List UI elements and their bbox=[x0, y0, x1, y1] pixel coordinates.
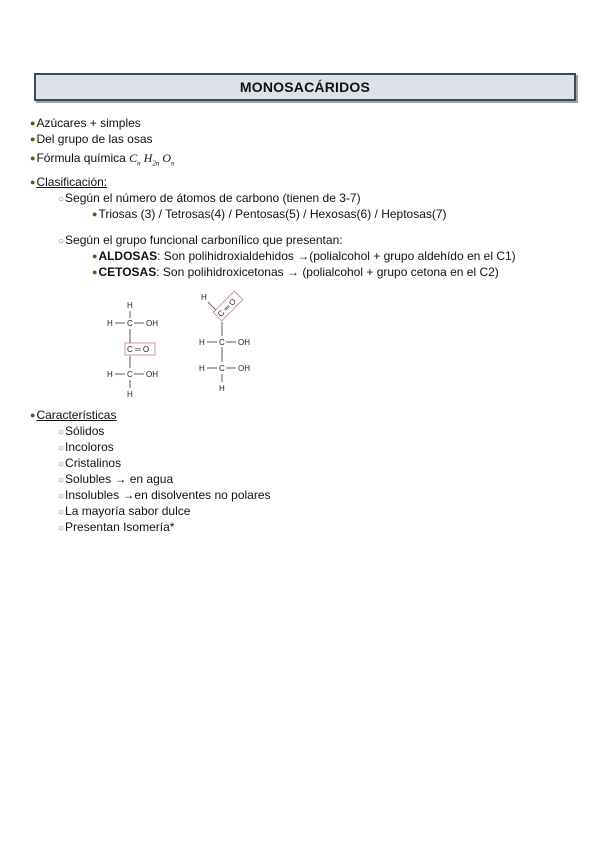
atom-label: H bbox=[201, 293, 207, 302]
bullet-icon: ● bbox=[30, 177, 36, 187]
triosas-list: ●Triosas (3) / Tetrosas(4) / Pentosas(5) / Hexosas(6) / Heptosas(7) bbox=[92, 207, 447, 221]
intro-item: ●Del grupo de las osas bbox=[30, 132, 153, 146]
list-item: ○La mayoría sabor dulce bbox=[58, 504, 191, 518]
circle-bullet-icon: ○ bbox=[58, 427, 65, 438]
circle-bullet-icon: ○ bbox=[58, 523, 65, 534]
circle-bullet-icon: ○ bbox=[58, 443, 65, 454]
atom-label: H bbox=[107, 319, 113, 328]
atom-label: C bbox=[219, 338, 225, 347]
carbonyl-group: C ═ O bbox=[127, 345, 150, 354]
atom-label: H bbox=[219, 384, 225, 393]
circle-bullet-icon: ○ bbox=[58, 194, 65, 205]
bullet-icon: ● bbox=[92, 267, 98, 277]
atom-label: C bbox=[127, 370, 133, 379]
list-item: ○Solubles → en agua bbox=[58, 472, 174, 486]
circle-bullet-icon: ○ bbox=[58, 459, 65, 470]
circle-bullet-icon: ○ bbox=[58, 507, 65, 518]
page-title: MONOSACÁRIDOS bbox=[34, 73, 576, 101]
list-item: ○Insolubles →en disolventes no polares bbox=[58, 488, 271, 502]
atom-label: OH bbox=[146, 370, 158, 379]
list-item: ○Cristalinos bbox=[58, 456, 122, 470]
atom-label: OH bbox=[238, 338, 250, 347]
chemical-formula: $C_n$ $H_{2n}$ $O_n$ bbox=[129, 151, 175, 168]
list-item: ○Presentan Isomería* bbox=[58, 520, 175, 534]
criterio-grupo-funcional: ○Según el grupo funcional carbonílico que presentan: bbox=[58, 233, 343, 247]
aldosas-item: ●ALDOSAS: Son polihidroxialdehidos →(polialcohol + grupo aldehído en el C1) bbox=[92, 249, 516, 263]
atom-label: H bbox=[127, 301, 133, 310]
bullet-icon: ● bbox=[92, 209, 98, 219]
list-item: ○Incoloros bbox=[58, 440, 114, 454]
atom-label: OH bbox=[238, 364, 250, 373]
circle-bullet-icon: ○ bbox=[58, 236, 65, 247]
caracteristicas-heading: ●Características bbox=[30, 408, 117, 422]
atom-label: H bbox=[199, 364, 205, 373]
cetosas-item: ●CETOSAS: Son polihidroxicetonas → (polialcohol + grupo cetona en el C2) bbox=[92, 265, 499, 279]
atom-label: C bbox=[219, 364, 225, 373]
carbonyl-group: C ═ O bbox=[215, 296, 238, 319]
bullet-icon: ● bbox=[30, 153, 36, 163]
atom-label: OH bbox=[146, 319, 158, 328]
bullet-icon: ● bbox=[30, 118, 36, 128]
clasificacion-heading: ●Clasificación: bbox=[30, 175, 108, 189]
criterio-carbonos: ○Según el número de átomos de carbono (tienen de 3-7) bbox=[58, 191, 361, 205]
bullet-icon: ● bbox=[30, 134, 36, 144]
atom-label: C bbox=[127, 319, 133, 328]
aldehyde-group bbox=[213, 291, 243, 321]
atom-label: H bbox=[107, 370, 113, 379]
ketose-structure bbox=[199, 291, 250, 393]
atom-label: H bbox=[199, 338, 205, 347]
circle-bullet-icon: ○ bbox=[58, 491, 65, 502]
list-item: ○Sólidos bbox=[58, 424, 105, 438]
bullet-icon: ● bbox=[30, 410, 36, 420]
formula-line: ●Fórmula química $C_n$ $H_{2n}$ $O_n$ bbox=[30, 151, 175, 168]
bullet-icon: ● bbox=[92, 251, 98, 261]
intro-item: ●Azúcares + simples bbox=[30, 116, 141, 130]
atom-label: H bbox=[127, 390, 133, 399]
circle-bullet-icon: ○ bbox=[58, 475, 65, 486]
aldose-structure bbox=[107, 301, 158, 399]
structural-formulas bbox=[0, 288, 600, 408]
